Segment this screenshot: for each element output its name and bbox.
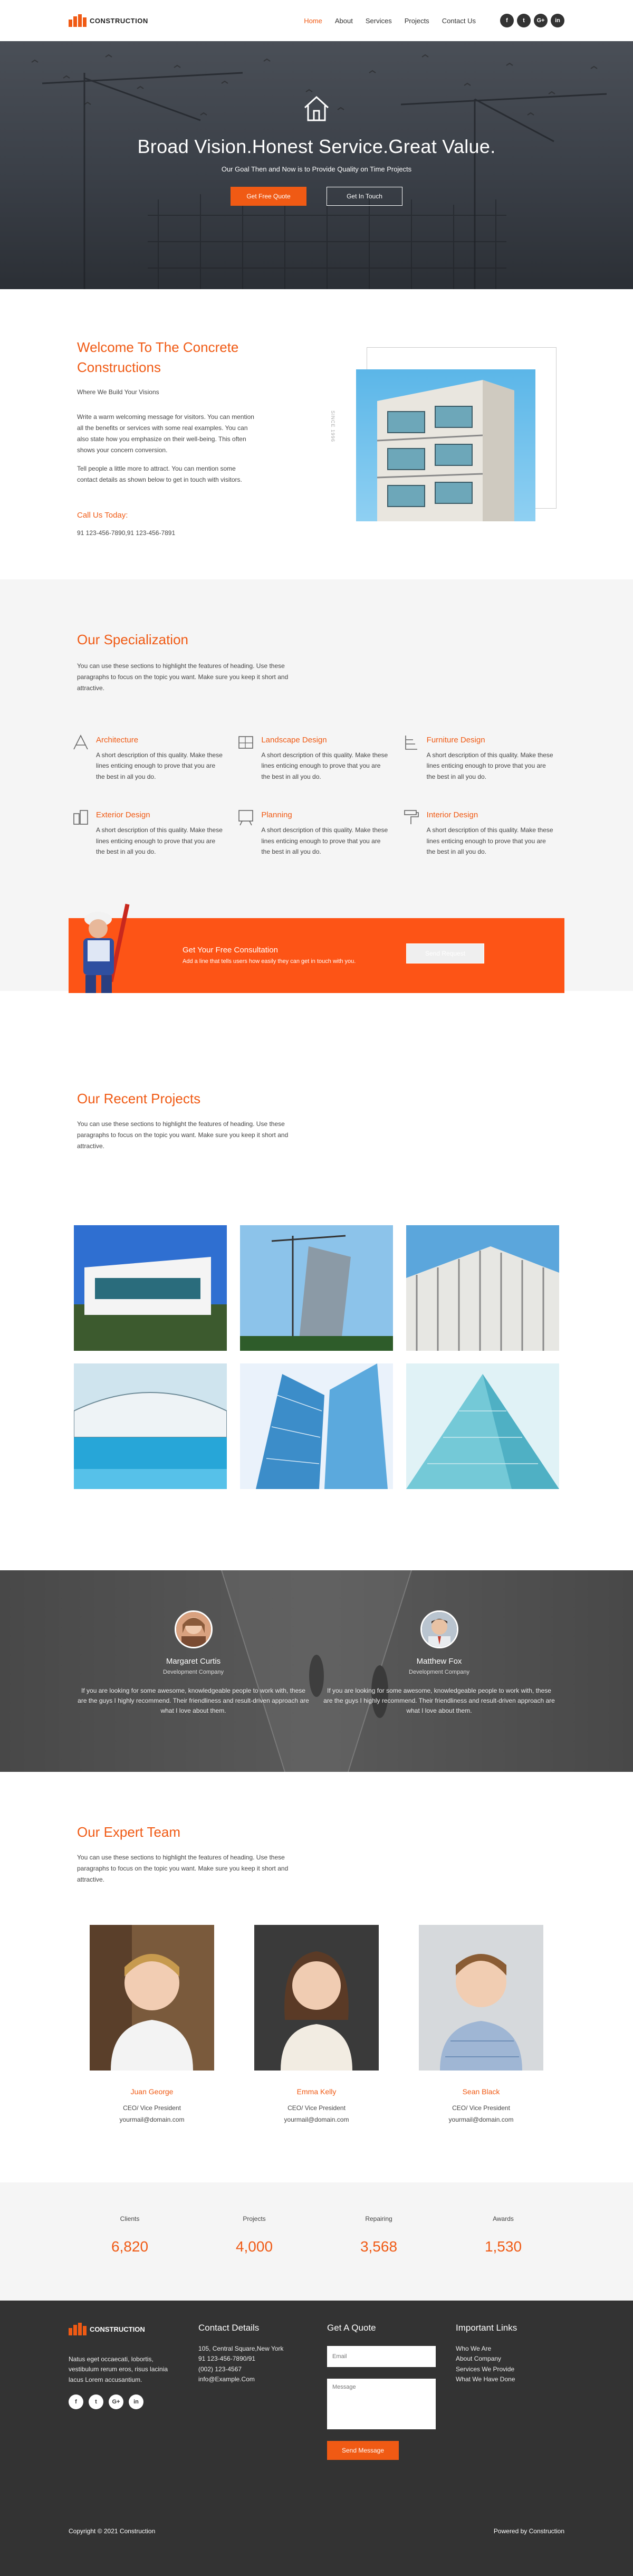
- spec-item-title: Architecture: [96, 736, 139, 745]
- twitter-icon[interactable]: t: [89, 2394, 103, 2409]
- member-portrait: [90, 1925, 214, 2071]
- projects-section: [0, 991, 633, 1570]
- stat-clients: [88, 2215, 172, 2255]
- team-member-card: [90, 1925, 214, 2123]
- footer-links-title: Important Links: [456, 2323, 517, 2333]
- project-image[interactable]: [406, 1225, 559, 1351]
- member-portrait: [419, 1925, 543, 2071]
- project-image[interactable]: [240, 1225, 393, 1351]
- member-email[interactable]: yourmail@domain.com: [448, 2116, 514, 2123]
- stat-awards: [461, 2215, 545, 2255]
- project-image[interactable]: [406, 1363, 559, 1489]
- welcome-section: [0, 289, 633, 579]
- nav-services[interactable]: Services: [365, 16, 392, 25]
- stat-label: Clients: [120, 2215, 140, 2222]
- stat-value: 4,000: [235, 2238, 273, 2255]
- spec-item-text: A short description of this quality. Make these lines enticing enough to prove that you are the best in all you do.: [261, 826, 388, 855]
- google-plus-icon[interactable]: G+: [109, 2394, 123, 2409]
- logo[interactable]: [69, 14, 148, 27]
- specialization-intro: You can use these sections to highlight the features of heading. Use these paragraphs to focus on the topic you want. Make sure you keep it short and attractive.: [77, 662, 289, 692]
- member-role: CEO/ Vice President: [452, 2104, 510, 2112]
- stat-repairing: [337, 2215, 421, 2255]
- testimonial-card: [76, 1610, 311, 1716]
- spec-interior-design: [402, 808, 568, 857]
- specialization-section: [0, 579, 633, 991]
- footer-quote-column: [327, 2323, 436, 2460]
- testimonial-name: Margaret Curtis: [166, 1657, 221, 1666]
- site-footer: [0, 2301, 633, 2576]
- member-name: Sean Black: [462, 2087, 500, 2096]
- team-member-card: [254, 1925, 379, 2123]
- send-message-button[interactable]: Send Message: [327, 2441, 399, 2460]
- team-section: [0, 1772, 633, 2182]
- nav-projects[interactable]: Projects: [404, 16, 429, 25]
- footer-contact-title: Contact Details: [198, 2323, 260, 2333]
- spec-item-title: Exterior Design: [96, 810, 150, 820]
- testimonial-company: Development Company: [163, 1669, 224, 1675]
- stat-label: Awards: [493, 2215, 514, 2222]
- main-nav: [304, 14, 564, 27]
- hero-subtitle: Our Goal Then and Now is to Provide Quality on Time Projects: [221, 165, 412, 173]
- footer-logo[interactable]: [69, 2323, 169, 2335]
- spec-item-text: A short description of this quality. Make these lines enticing enough to prove that you are the best in all you do.: [426, 751, 553, 780]
- logo-text: CONSTRUCTION: [90, 16, 148, 25]
- member-role: CEO/ Vice President: [123, 2104, 181, 2112]
- header-socials: [500, 14, 564, 27]
- vertical-caption: SINCE 1996: [330, 411, 335, 443]
- twitter-icon[interactable]: t: [517, 14, 531, 27]
- spec-planning: [237, 808, 402, 857]
- footer-link[interactable]: About Company: [456, 2355, 502, 2363]
- call-us-label: Call Us Today:: [77, 511, 128, 520]
- footer-link[interactable]: Services We Provide: [456, 2365, 515, 2373]
- stat-projects: [212, 2215, 296, 2255]
- nav-about[interactable]: About: [334, 16, 353, 25]
- spec-furniture-design: [402, 733, 568, 782]
- nav-contact[interactable]: Contact Us: [442, 16, 476, 25]
- compass-ruler-icon: [72, 733, 90, 751]
- building-photo: [356, 369, 535, 521]
- spec-item-title: Planning: [261, 810, 292, 820]
- stat-value: 3,568: [360, 2238, 398, 2255]
- spec-item-text: A short description of this quality. Make these lines enticing enough to prove that you are the best in all you do.: [96, 751, 223, 780]
- home-icon: [302, 94, 331, 123]
- logo-text: CONSTRUCTION: [90, 2325, 145, 2333]
- spec-item-text: A short description of this quality. Make these lines enticing enough to prove that you are the best in all you do.: [96, 826, 223, 855]
- welcome-title: Welcome To The Concrete Constructions: [77, 339, 239, 375]
- facebook-icon[interactable]: f: [500, 14, 514, 27]
- roller-brush-icon: [402, 808, 420, 826]
- consultation-banner: [69, 918, 564, 993]
- footer-links-column: [456, 2323, 517, 2385]
- stat-value: 6,820: [111, 2238, 149, 2255]
- logo-mark-icon: [69, 14, 87, 27]
- footer-about-text: Natus eget occaecati, lobortis, vestibulum rerum eros, risus lacinia lacus Lorem accusantium.: [69, 2355, 168, 2383]
- phone-numbers[interactable]: 91 123-456-7890,91 123-456-7891: [77, 529, 176, 537]
- consult-subtitle: Add a line that tells users how easily they can get in touch with you.: [183, 958, 356, 965]
- spec-landscape-design: [237, 733, 402, 782]
- avatar: [420, 1610, 458, 1648]
- testimonials-section: [0, 1570, 633, 1772]
- linkedin-icon[interactable]: in: [551, 14, 564, 27]
- testimonial-name: Matthew Fox: [416, 1657, 462, 1666]
- site-header: [0, 0, 633, 41]
- quote-email-input[interactable]: [327, 2346, 436, 2367]
- stat-label: Repairing: [365, 2215, 392, 2222]
- buildings-icon: [72, 808, 90, 826]
- member-email[interactable]: yourmail@domain.com: [284, 2116, 349, 2123]
- linkedin-icon[interactable]: in: [129, 2394, 143, 2409]
- copyright-text: Copyright © 2021 Construction: [69, 2527, 156, 2535]
- member-email[interactable]: yourmail@domain.com: [119, 2116, 185, 2123]
- hero-title: Broad Vision.Honest Service.Great Value.: [137, 136, 496, 157]
- footer-address: 105, Central Square,New York: [198, 2345, 284, 2352]
- footer-about-column: [69, 2323, 169, 2409]
- facebook-icon[interactable]: f: [69, 2394, 83, 2409]
- testimonial-company: Development Company: [409, 1669, 469, 1675]
- projects-title: Our Recent Projects: [77, 1091, 201, 1106]
- welcome-subtitle: Where We Build Your Visions: [77, 388, 159, 396]
- blueprint-icon: [237, 733, 255, 751]
- stat-value: 1,530: [484, 2238, 522, 2255]
- worker-illustration: [72, 903, 135, 993]
- footer-link[interactable]: What We Have Done: [456, 2375, 515, 2383]
- spec-item-text: A short description of this quality. Make these lines enticing enough to prove that you are the best in all you do.: [426, 826, 553, 855]
- spec-item-title: Interior Design: [426, 810, 478, 820]
- stat-label: Projects: [243, 2215, 266, 2222]
- powered-by-text: Powered by Construction: [493, 2527, 564, 2535]
- projects-intro: You can use these sections to highlight the features of heading. Use these paragraphs to focus on the topic you want. Make sure you keep it short and attractive.: [77, 1120, 289, 1150]
- send-request-button[interactable]: Send Request: [406, 943, 484, 963]
- member-name: Juan George: [130, 2087, 174, 2096]
- team-intro: You can use these sections to highlight the features of heading. Use these paragraphs to focus on the topic you want. Make sure you keep it short and attractive.: [77, 1853, 289, 1883]
- logo-mark-icon: [69, 2323, 87, 2335]
- footer-phone[interactable]: (002) 123-4567: [198, 2365, 242, 2373]
- welcome-paragraph: Tell people a little more to attract. You can mention some contact details as shown below to get in touch with visitors.: [77, 465, 242, 484]
- project-image[interactable]: [240, 1363, 393, 1489]
- team-title: Our Expert Team: [77, 1824, 181, 1840]
- footer-quote-title: Get A Quote: [327, 2323, 376, 2333]
- hero-section: [0, 41, 633, 289]
- quote-message-input[interactable]: [327, 2379, 436, 2429]
- spec-item-text: A short description of this quality. Make these lines enticing enough to prove that you are the best in all you do.: [261, 751, 388, 780]
- member-name: Emma Kelly: [296, 2087, 337, 2096]
- get-free-quote-button[interactable]: Get Free Quote: [231, 187, 306, 206]
- get-in-touch-button[interactable]: Get In Touch: [327, 187, 402, 206]
- footer-link[interactable]: Who We Are: [456, 2345, 492, 2352]
- member-role: CEO/ Vice President: [287, 2104, 346, 2112]
- footer-contact-column: [198, 2323, 283, 2385]
- testimonial-quote: If you are looking for some awesome, knowledgeable people to work with, these are the guys I highly recommend. Their friendliness and result-driven approach are what I love about them.: [323, 1687, 555, 1715]
- plan-board-icon: [237, 808, 255, 826]
- drafting-icon: [402, 733, 420, 751]
- testimonial-quote: If you are looking for some awesome, knowledgeable people to work with, these are the guys I highly recommend. Their friendliness and result-driven approach are what I love about them.: [78, 1687, 309, 1715]
- specialization-title: Our Specialization: [77, 632, 188, 647]
- footer-socials: [69, 2394, 169, 2409]
- consult-title: Get Your Free Consultation: [183, 946, 278, 955]
- project-image[interactable]: [74, 1225, 227, 1351]
- footer-email[interactable]: info@Example.Com: [198, 2375, 255, 2383]
- project-image[interactable]: [74, 1363, 227, 1489]
- nav-home[interactable]: Home: [304, 16, 322, 25]
- member-portrait: [254, 1925, 379, 2071]
- spec-exterior-design: [72, 808, 237, 857]
- team-member-card: [419, 1925, 543, 2123]
- stats-section: [0, 2182, 633, 2301]
- testimonial-card: [322, 1610, 557, 1716]
- avatar: [175, 1610, 213, 1648]
- footer-phone[interactable]: 91 123-456-7890/91: [198, 2355, 256, 2363]
- spec-architecture: [72, 733, 237, 782]
- spec-item-title: Furniture Design: [426, 736, 485, 745]
- welcome-paragraph: Write a warm welcoming message for visitors. You can mention all the benefits or services with some real examples. You can also state how you emphasize on their well-being. This often shows your concern conversion.: [77, 413, 254, 454]
- spec-item-title: Landscape Design: [261, 736, 327, 745]
- google-plus-icon[interactable]: G+: [534, 14, 548, 27]
